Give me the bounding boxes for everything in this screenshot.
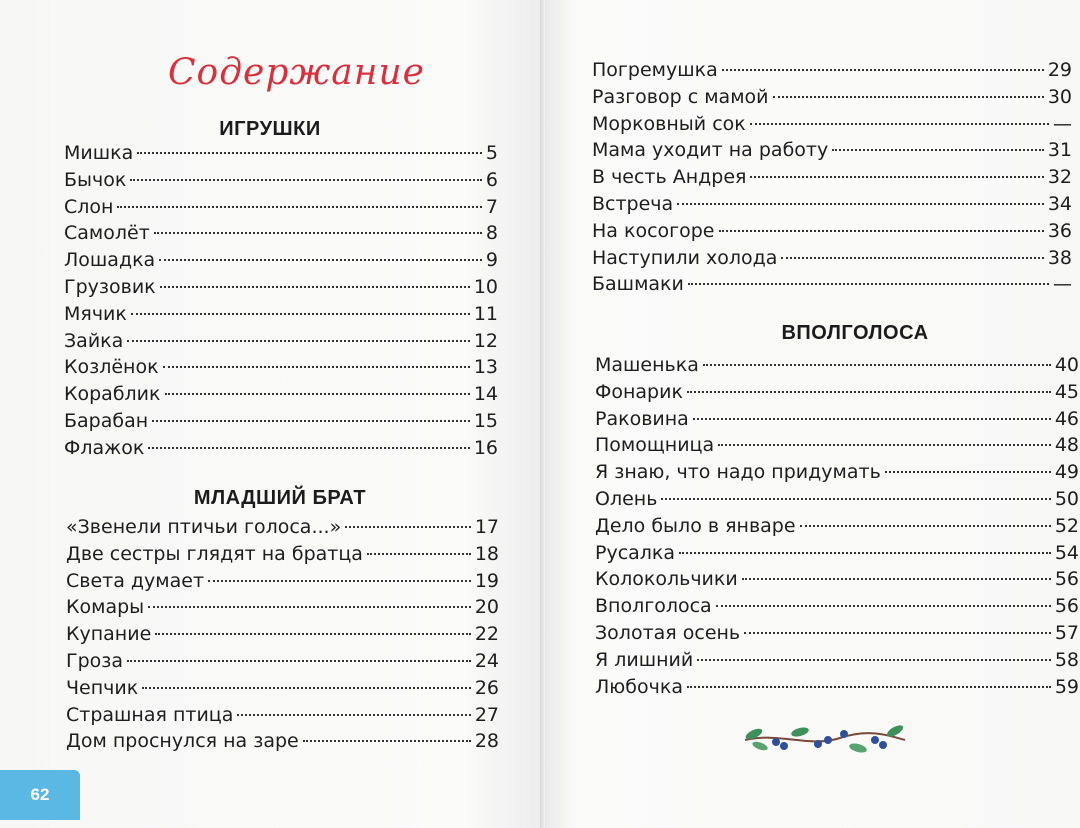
toc-entry-title: Флажок bbox=[64, 436, 145, 459]
toc-entry bbox=[64, 303, 498, 330]
berry-sprig-ornament bbox=[740, 718, 910, 758]
toc-entry-page: 45 bbox=[1054, 380, 1079, 403]
dot-leader bbox=[142, 687, 471, 689]
toc-entry-title: Помощница bbox=[595, 434, 715, 457]
toc-entry bbox=[595, 488, 1079, 515]
toc-entry bbox=[592, 273, 1072, 300]
toc-entry-page: 11 bbox=[473, 302, 498, 325]
toc-entry-title: Света думает bbox=[66, 569, 205, 592]
dot-leader bbox=[208, 580, 471, 582]
toc-entry-title: Разговор с мамой bbox=[592, 85, 769, 108]
toc-entry-page: 9 bbox=[485, 249, 498, 272]
toc-entry bbox=[66, 596, 499, 623]
toc-entry-page: 36 bbox=[1047, 219, 1072, 242]
dot-leader bbox=[160, 286, 470, 288]
toc-entry-page: 52 bbox=[1054, 514, 1079, 537]
section-heading-undertone: ВПОЛГОЛОСА bbox=[781, 322, 929, 344]
toc-entry bbox=[595, 461, 1079, 488]
toc-entry-page: 34 bbox=[1047, 192, 1072, 215]
toc-entry-title: Мячик bbox=[64, 302, 127, 325]
dot-leader bbox=[303, 740, 471, 742]
toc-entry-page: 19 bbox=[474, 569, 499, 592]
dot-leader bbox=[163, 366, 470, 368]
toc-entry-page: 10 bbox=[473, 275, 498, 298]
toc-entry-title: Золотая осень bbox=[595, 621, 741, 644]
dot-leader bbox=[131, 313, 470, 315]
toc-entry-page: 32 bbox=[1047, 166, 1072, 189]
toc-entry-title: Я знаю, что надо придумать bbox=[595, 461, 881, 484]
toc-entry-title: Машенька bbox=[595, 354, 699, 376]
toc-entry bbox=[64, 356, 498, 383]
toc-entry-page: 54 bbox=[1054, 541, 1079, 564]
toc-entry-title: Кораблик bbox=[64, 383, 161, 406]
toc-entry bbox=[66, 516, 499, 543]
toc-entry-title: Бычок bbox=[64, 168, 127, 191]
toc-entry-page: 22 bbox=[474, 623, 499, 646]
toc-entry bbox=[592, 86, 1072, 113]
toc-entry-title: Башмаки bbox=[592, 273, 684, 296]
toc-list-toys bbox=[64, 142, 498, 464]
toc-entry-page: 8 bbox=[485, 222, 498, 245]
toc-entry bbox=[66, 543, 499, 570]
toc-entry-page: 40 bbox=[1054, 354, 1079, 376]
toc-entry-page: 30 bbox=[1047, 85, 1072, 108]
toc-entry-title: Самолёт bbox=[64, 222, 150, 245]
toc-entry-page: 24 bbox=[474, 649, 499, 672]
toc-entry bbox=[64, 383, 498, 410]
toc-entry-title: Зайка bbox=[64, 329, 124, 352]
dot-leader bbox=[154, 232, 482, 234]
dot-leader bbox=[885, 471, 1051, 473]
toc-entry-page: 50 bbox=[1054, 487, 1079, 510]
toc-entry-page: 49 bbox=[1054, 461, 1079, 484]
toc-entry-page: 38 bbox=[1047, 246, 1072, 269]
dot-leader bbox=[750, 176, 1043, 178]
dot-leader bbox=[781, 257, 1043, 259]
dot-leader bbox=[159, 259, 482, 261]
dot-leader bbox=[693, 418, 1051, 420]
toc-entry bbox=[66, 677, 499, 704]
toc-entry bbox=[595, 434, 1079, 461]
dot-leader bbox=[165, 393, 470, 395]
toc-entry-page: 16 bbox=[473, 436, 498, 459]
dot-leader bbox=[152, 420, 470, 422]
page-number-tab: 62 bbox=[0, 770, 80, 820]
toc-entry bbox=[64, 437, 498, 464]
toc-entry bbox=[64, 169, 498, 196]
dot-leader bbox=[127, 340, 470, 342]
toc-entry-title: В честь Андрея bbox=[592, 166, 747, 189]
toc-entry bbox=[595, 542, 1079, 569]
section-heading-toys: ИГРУШКИ bbox=[219, 118, 321, 140]
toc-entry-title: Дом проснулся на заре bbox=[66, 730, 299, 753]
toc-entry-page: 15 bbox=[473, 409, 498, 432]
toc-entry bbox=[66, 650, 499, 677]
toc-entry-title: Барабан bbox=[64, 409, 149, 432]
toc-entry-page: 56 bbox=[1054, 568, 1079, 591]
toc-entry bbox=[66, 730, 499, 757]
dot-leader bbox=[688, 283, 1049, 285]
toc-entry bbox=[595, 622, 1079, 649]
toc-entry bbox=[64, 249, 498, 276]
toc-entry bbox=[64, 222, 498, 249]
toc-entry-page: — bbox=[1053, 112, 1072, 135]
toc-entry-page: 59 bbox=[1054, 675, 1079, 698]
toc-entry bbox=[595, 649, 1079, 676]
dot-leader bbox=[773, 96, 1044, 98]
dot-leader bbox=[117, 206, 481, 208]
toc-entry-title: Две сестры глядят на братца bbox=[66, 542, 363, 565]
toc-entry-title: Лошадка bbox=[64, 249, 156, 272]
toc-entry-page: — bbox=[1053, 273, 1072, 296]
toc-entry bbox=[64, 142, 498, 169]
toc-entry-page: 18 bbox=[474, 542, 499, 565]
toc-entry bbox=[592, 220, 1072, 247]
toc-entry-page: 7 bbox=[485, 195, 498, 218]
dot-leader bbox=[687, 391, 1051, 393]
toc-entry-title: Колокольчики bbox=[595, 568, 738, 591]
dot-leader bbox=[148, 447, 469, 449]
toc-entry-page: 31 bbox=[1047, 139, 1072, 162]
toc-entry-title: На косогоре bbox=[592, 219, 715, 242]
dot-leader bbox=[237, 714, 470, 716]
toc-entry bbox=[595, 354, 1079, 381]
toc-entry-title: Вполголоса bbox=[595, 595, 712, 618]
toc-entry-page: 5 bbox=[485, 142, 498, 164]
toc-entry-page: 29 bbox=[1047, 59, 1072, 81]
toc-entry-page: 48 bbox=[1054, 434, 1079, 457]
toc-entry bbox=[595, 515, 1079, 542]
toc-entry-title: Гроза bbox=[66, 649, 124, 672]
dot-leader bbox=[697, 659, 1051, 661]
toc-entry-title: Раковина bbox=[595, 407, 689, 430]
toc-list-younger-brother-continued bbox=[592, 59, 1072, 300]
toc-entry bbox=[592, 59, 1072, 86]
toc-entry-title: Русалка bbox=[595, 541, 676, 564]
toc-entry-title: Морковный сок bbox=[592, 112, 746, 135]
dot-leader bbox=[130, 179, 482, 181]
toc-entry bbox=[64, 330, 498, 357]
toc-entry-page: 58 bbox=[1054, 648, 1079, 671]
dot-leader bbox=[703, 364, 1051, 366]
dot-leader bbox=[679, 552, 1051, 554]
toc-list-undertone bbox=[595, 354, 1079, 702]
dot-leader bbox=[719, 230, 1044, 232]
dot-leader bbox=[345, 526, 471, 528]
toc-entry-title: Я лишний bbox=[595, 648, 694, 671]
toc-entry-title: Любочка bbox=[595, 675, 683, 698]
toc-entry-page: 17 bbox=[474, 516, 499, 538]
dot-leader bbox=[832, 149, 1044, 151]
toc-entry-page: 56 bbox=[1054, 595, 1079, 618]
toc-entry-title: Наступили холода bbox=[592, 246, 778, 269]
dot-leader bbox=[718, 444, 1051, 446]
toc-list-younger-brother bbox=[66, 516, 499, 757]
dot-leader bbox=[148, 606, 471, 608]
toc-entry bbox=[64, 276, 498, 303]
toc-entry-page: 13 bbox=[473, 356, 498, 379]
toc-entry-page: 14 bbox=[473, 383, 498, 406]
toc-entry-title: Олень bbox=[595, 487, 658, 510]
toc-entry bbox=[595, 568, 1079, 595]
toc-entry-title: Слон bbox=[64, 195, 114, 218]
toc-entry bbox=[592, 139, 1072, 166]
dot-leader bbox=[742, 578, 1051, 580]
dot-leader bbox=[744, 632, 1051, 634]
toc-entry-title: Козлёнок bbox=[64, 356, 159, 379]
dot-leader bbox=[367, 553, 471, 555]
toc-title: Содержание bbox=[168, 52, 425, 93]
toc-entry bbox=[592, 193, 1072, 220]
dot-leader bbox=[800, 525, 1051, 527]
toc-entry-title: Грузовик bbox=[64, 275, 156, 298]
toc-entry-title: Фонарик bbox=[595, 380, 683, 403]
toc-entry-page: 26 bbox=[474, 676, 499, 699]
dot-leader bbox=[137, 152, 482, 154]
toc-entry bbox=[66, 704, 499, 731]
toc-entry bbox=[595, 381, 1079, 408]
toc-entry-title: Дело было в январе bbox=[595, 514, 796, 537]
toc-entry-page: 12 bbox=[473, 329, 498, 352]
toc-entry bbox=[592, 247, 1072, 274]
dot-leader bbox=[661, 498, 1050, 500]
toc-entry-title: «Звенели птичьи голоса...» bbox=[66, 516, 342, 538]
dot-leader bbox=[750, 123, 1049, 125]
toc-entry bbox=[66, 623, 499, 650]
toc-entry bbox=[64, 410, 498, 437]
toc-entry-page: 27 bbox=[474, 703, 499, 726]
toc-entry bbox=[64, 196, 498, 223]
toc-entry-page: 46 bbox=[1054, 407, 1079, 430]
section-heading-younger-brother: МЛАДШИЙ БРАТ bbox=[193, 487, 367, 509]
toc-entry-title: Чепчик bbox=[66, 676, 139, 699]
toc-entry bbox=[595, 408, 1079, 435]
toc-entry-title: Комары bbox=[66, 596, 145, 619]
toc-entry-title: Мишка bbox=[64, 142, 134, 164]
toc-entry-title: Встреча bbox=[592, 192, 674, 215]
toc-entry-page: 57 bbox=[1054, 621, 1079, 644]
toc-entry-title: Купание bbox=[66, 623, 152, 646]
dot-leader bbox=[677, 203, 1044, 205]
toc-entry bbox=[595, 676, 1079, 703]
toc-entry-page: 28 bbox=[474, 730, 499, 753]
toc-entry-page: 6 bbox=[485, 168, 498, 191]
toc-entry bbox=[66, 570, 499, 597]
dot-leader bbox=[687, 686, 1051, 688]
dot-leader bbox=[127, 660, 471, 662]
dot-leader bbox=[722, 69, 1044, 71]
toc-entry bbox=[595, 595, 1079, 622]
toc-entry-title: Мама уходит на работу bbox=[592, 139, 829, 162]
dot-leader bbox=[716, 605, 1051, 607]
dot-leader bbox=[155, 633, 471, 635]
toc-entry-page: 20 bbox=[474, 596, 499, 619]
toc-entry-title: Погремушка bbox=[592, 59, 718, 81]
toc-entry bbox=[592, 113, 1072, 140]
toc-entry-title: Страшная птица bbox=[66, 703, 234, 726]
toc-entry bbox=[592, 166, 1072, 193]
right-page bbox=[545, 0, 1080, 828]
